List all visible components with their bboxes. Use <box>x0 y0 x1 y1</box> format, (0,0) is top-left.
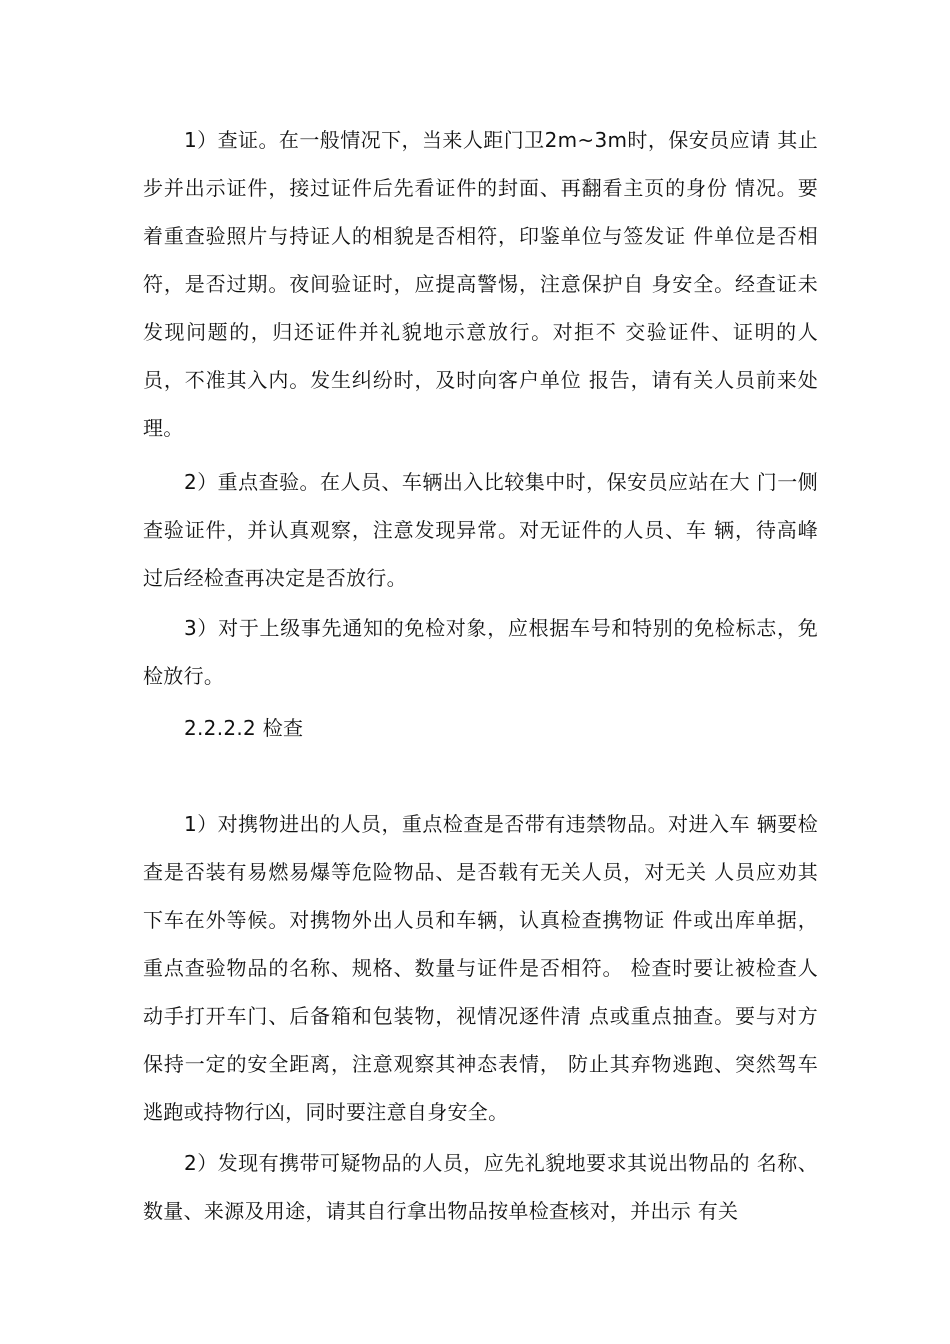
paragraph-key-inspection: 2）重点查验。在人员、车辆出入比较集中时，保安员应站在大 门一侧查验证件，并认真观察，注意发现异常。对无证件的人员、车 辆，待高峰过后经检查再决定是否放行。 <box>143 470 818 590</box>
paragraph-suspicious-items: 2）发现有携带可疑物品的人员，应先礼貌地要求其说出物品的 名称、数量、来源及用途，请其自行拿出物品按单检查核对，并出示 有关 <box>143 1151 818 1223</box>
section-heading: 2.2.2.2 检查 <box>184 716 304 740</box>
paragraph-carried-items-check: 1）对携物进出的人员，重点检查是否带有违禁物品。对进入车 辆要检查是否装有易燃易爆等危险物品、是否载有无关人员，对无关 人员应劝其下车在外等候。对携物外出人员和车辆，认真检查携物证 件或出库单据，重点查验物品的名称、规格、数量与证件是否相符。 检查时要让被检查人动手打开车门、后备箱和包装物，视情况逐件清 点或重点抽查。要与对方保持一定的安全距离，注意观察其神态表情， 防止其弃物逃跑、突然驾车逃跑或持物行凶，同时要注意自身安全。 <box>143 812 818 1124</box>
paragraph-exempt-objects: 3）对于上级事先通知的免检对象，应根据车号和特别的免检标志，免检放行。 <box>143 616 818 688</box>
paragraph-id-verification: 1）查证。在一般情况下，当来人距门卫2m~3m时，保安员应请 其止步并出示证件，接过证件后先看证件的封面、再翻看主页的身份 情况。要着重查验照片与持证人的相貌是否相符，印鉴单位与签发证 件单位是否相符，是否过期。夜间验证时，应提高警惕，注意保护自 身安全。经查证未发现问题的，归还证件并礼貌地示意放行。对拒不 交验证件、证明的人员，不准其入内。发生纠纷时，及时向客户单位 报告，请有关人员前来处理。 <box>143 128 818 440</box>
